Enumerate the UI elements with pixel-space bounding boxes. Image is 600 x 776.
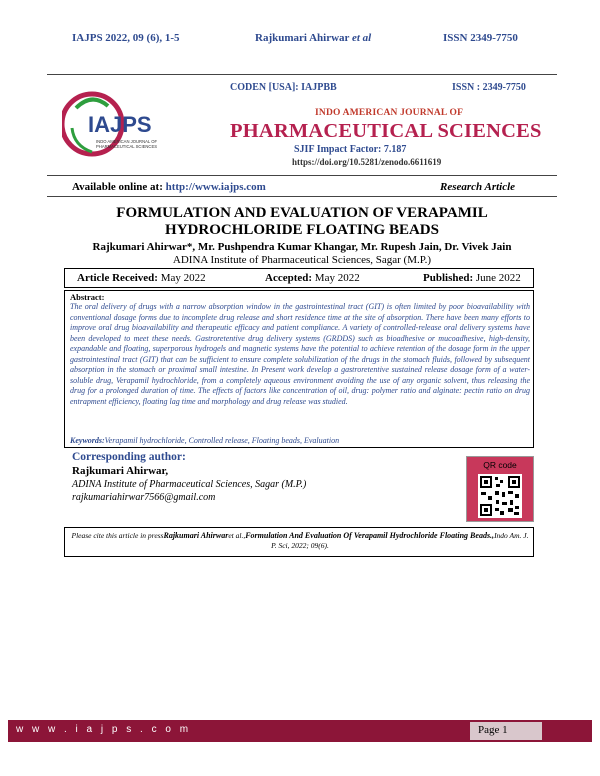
article-title: FORMULATION AND EVALUATION OF VERAPAMIL HYDROCHLORIDE FLOATING BEADS bbox=[116, 205, 488, 238]
impact-factor: SJIF Impact Factor: 7.187 bbox=[294, 144, 407, 155]
corresponding-name: Rajkumari Ahirwar, bbox=[72, 465, 169, 477]
website-link[interactable]: http://www.iajps.com bbox=[165, 181, 266, 193]
footer-url[interactable]: w w w . i a j p s . c o m bbox=[16, 724, 192, 735]
svg-text:INDO AMERICAN JOURNAL OF: INDO AMERICAN JOURNAL OF bbox=[96, 139, 158, 144]
qr-code-label: QR code bbox=[483, 460, 517, 470]
qr-code-icon[interactable] bbox=[478, 474, 522, 518]
running-header-citation: IAJPS 2022, 09 (6), 1-5 bbox=[72, 32, 180, 44]
corresponding-heading: Corresponding author: bbox=[72, 451, 186, 463]
article-dates bbox=[64, 268, 534, 288]
accepted-date: Accepted: May 2022 bbox=[265, 272, 360, 284]
running-header-issn: ISSN 2349-7750 bbox=[443, 32, 518, 44]
keywords: Keywords:Verapamil hydrochloride, Controlled release, Floating beads, Evaluation bbox=[70, 436, 340, 445]
availability bbox=[72, 181, 266, 193]
divider bbox=[47, 196, 557, 197]
journal-line: INDO AMERICAN JOURNAL OF bbox=[315, 108, 464, 118]
coden: CODEN [USA]: IAJPBB bbox=[230, 82, 337, 93]
svg-text:IAJPS: IAJPS bbox=[88, 112, 152, 137]
received-date: Article Received: May 2022 bbox=[77, 272, 206, 284]
published-date: Published: June 2022 bbox=[423, 272, 521, 284]
journal-logo bbox=[62, 88, 182, 162]
running-header-author: Rajkumari Ahirwar et al bbox=[255, 32, 372, 44]
page-number: Page 1 bbox=[478, 724, 508, 736]
corresponding-email[interactable]: rajkumariahirwar7566@gmail.com bbox=[72, 492, 216, 503]
corresponding-institution: ADINA Institute of Pharmaceutical Sciences, Sagar (M.P.) bbox=[72, 479, 307, 490]
abstract-heading: Abstract: bbox=[70, 292, 105, 302]
availability-label: Available online at: bbox=[72, 181, 163, 193]
masthead-issn: ISSN : 2349-7750 bbox=[452, 82, 526, 93]
doi-link[interactable]: https://doi.org/10.5281/zenodo.6611619 bbox=[292, 157, 442, 167]
svg-text:PHARMACEUTICAL SCIENCES: PHARMACEUTICAL SCIENCES bbox=[96, 144, 158, 149]
abstract-text: The oral delivery of drugs with a narrow absorption window in the gastrointestinal tract (GIT) is often limited by poor bioavailability with conventional dosage forms due to incomplete drug release and short residence time at the site of absorption. There have been many efforts to improve oral drug bioavailability and therapeutic efficacy and patient compliance. A variety of controlled-release oral delivery systems have been developed to meet these needs. Gastroretentive drug delivery systems (GRDDS) such as bioadhesive or mucoadhesive, high-density, expandable and floating, superporous hydrogels and magnetic systems have the potential to achieve retention of the dosage form in the upper gastrointestinal tract (GIT) that can be sufficient to ensure complete solubilization of the drugs in the stomach fluids, followed by subsequent absorption in the stomach or proximal small intestine. In Present work develop a gastroretentive sustained release dosage form of a water-soluble drug, Verapamil hydrochloride, from a completely aqueous environment avoiding the use of any organic solvent, thus releasing the drug for a prolonged duration of time. The effects of factors like concentration of oil, drug: polymer ratio and alginate: pectin ratio on drug entrapment efficiency, floating lag time and morphology and drug release was studied. bbox=[70, 302, 530, 406]
citation: Please cite this article in pressRajkumari Ahirwaret al.,Formulation And Evaluation Of Verapamil Hydrochloride Floating Beads.,Indo Am. J. P. Sci, 2022; 09(6). bbox=[71, 531, 529, 550]
page-number-box bbox=[470, 722, 542, 740]
journal-name: PHARMACEUTICAL SCIENCES bbox=[230, 120, 542, 142]
author-list: Rajkumari Ahirwar*, Mr. Pushpendra Kumar Khangar, Mr. Rupesh Jain, Dr. Vivek Jain bbox=[92, 241, 512, 253]
institution: ADINA Institute of Pharmaceutical Sciences, Sagar (M.P.) bbox=[172, 254, 432, 266]
article-type: Research Article bbox=[440, 181, 516, 193]
